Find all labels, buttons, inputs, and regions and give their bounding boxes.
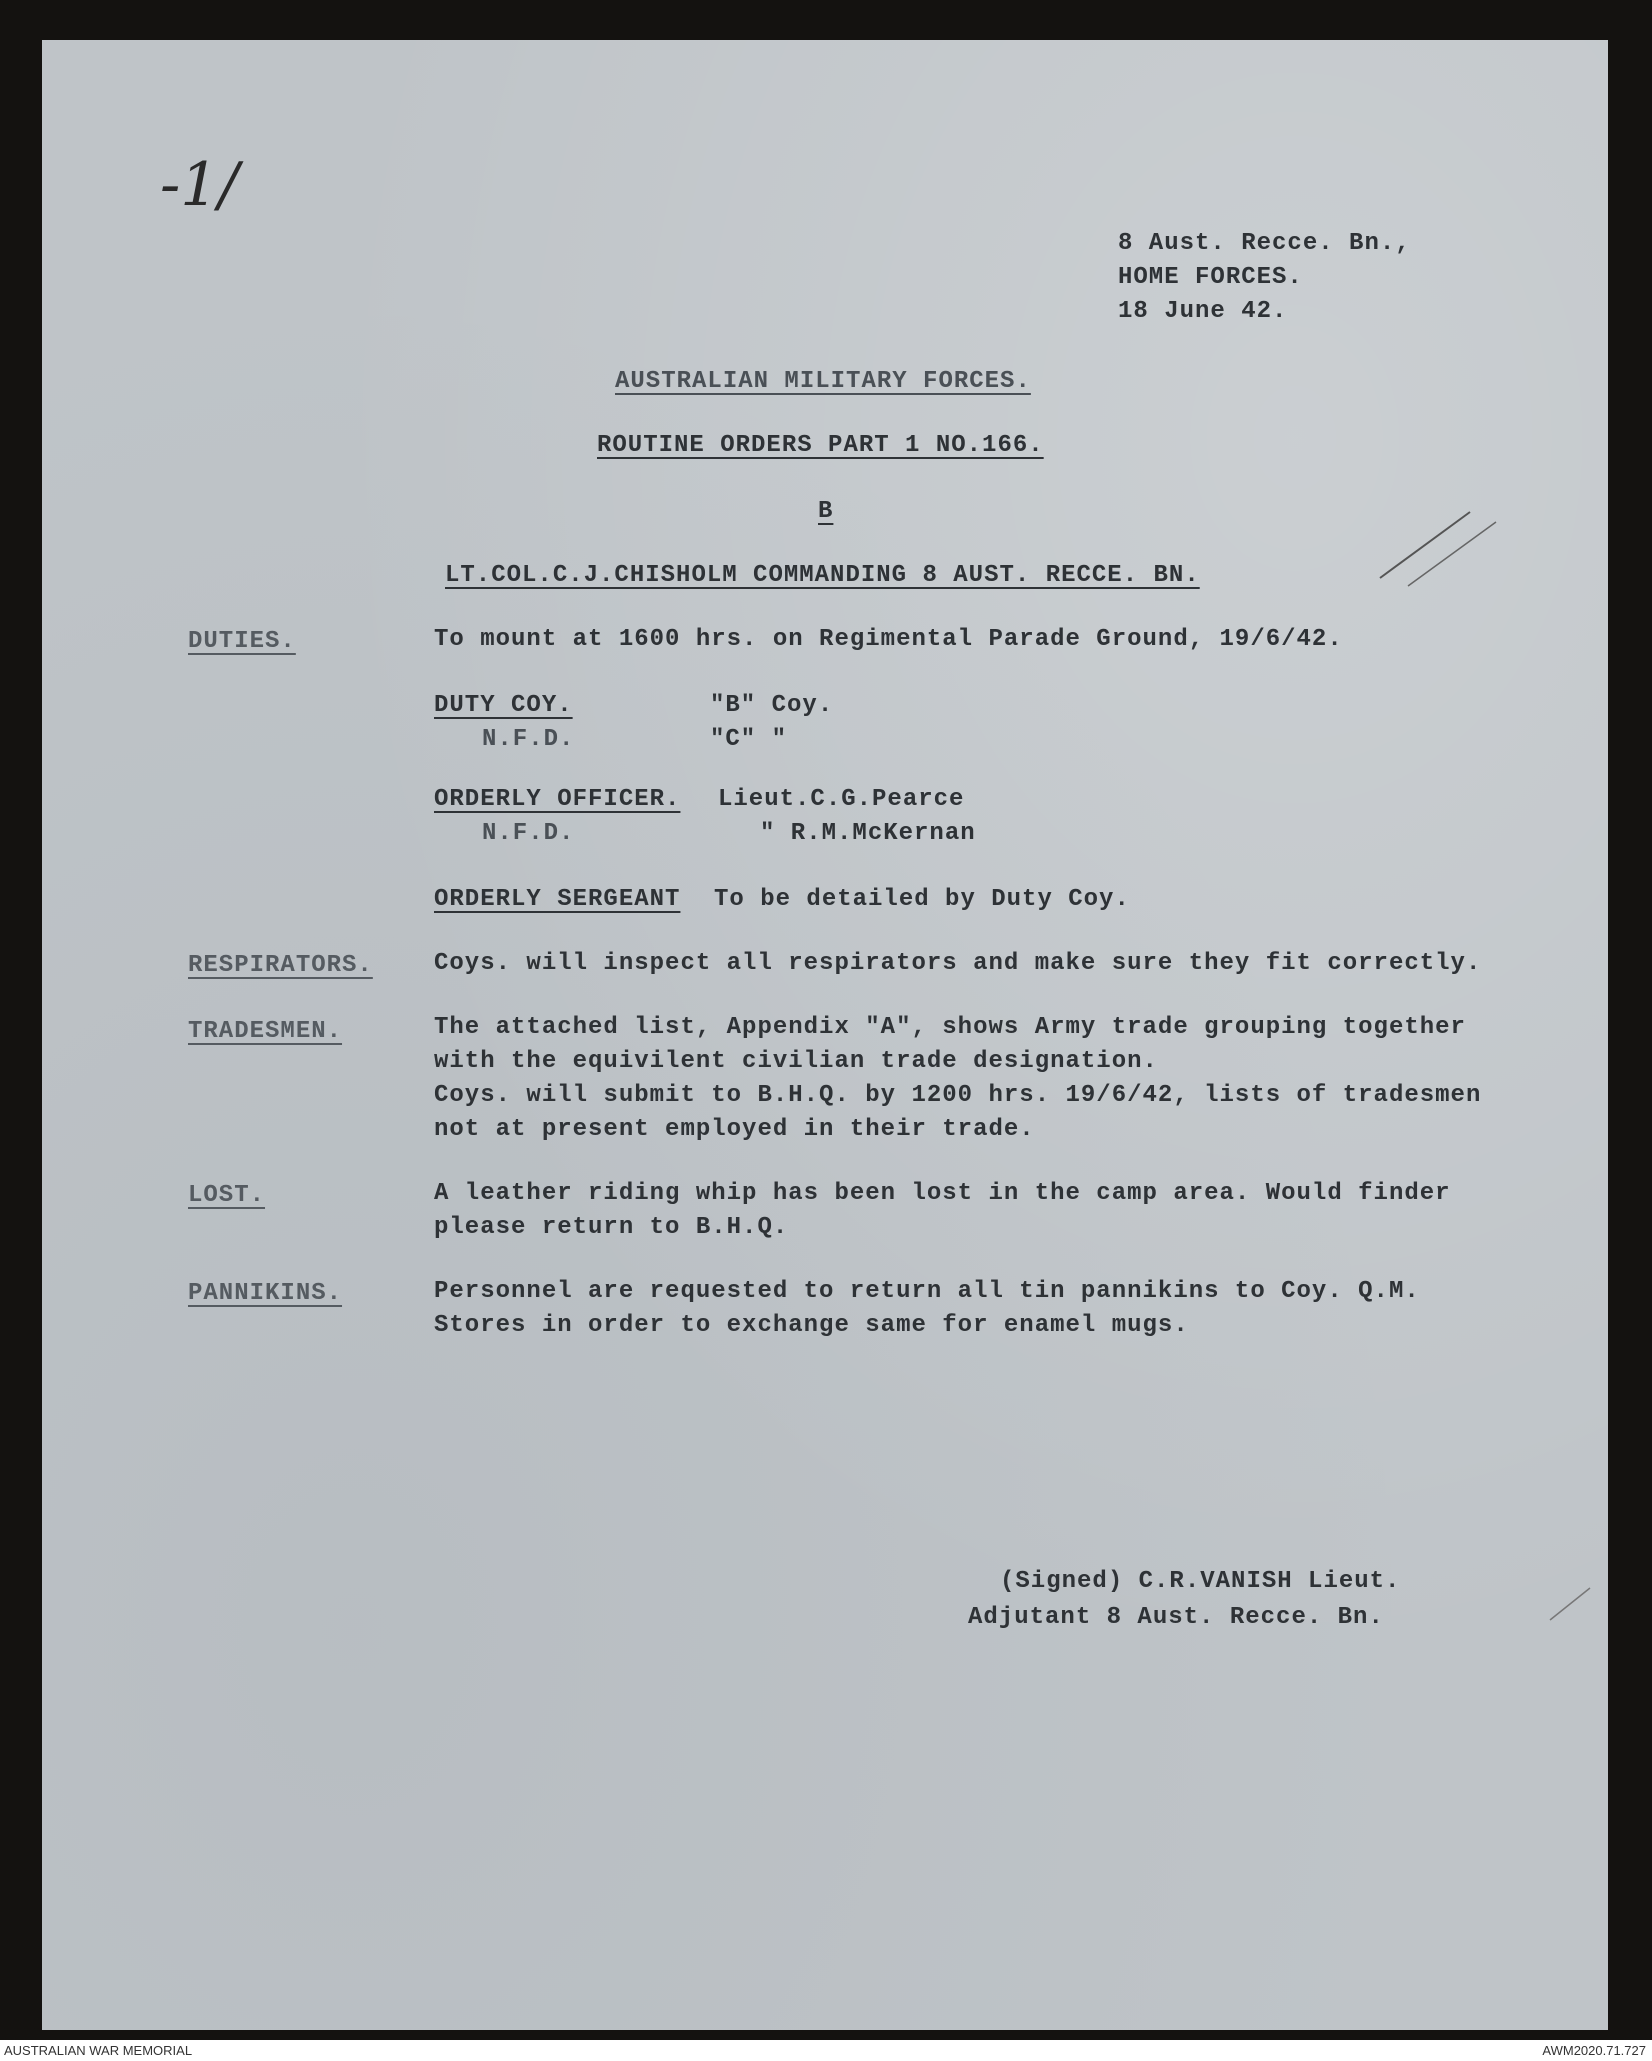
nfd-label-1: N.F.D. [482, 726, 575, 753]
pannikins-line: Stores in order to exchange same for enamel mugs. [434, 1312, 1189, 1339]
document-title: AUSTRALIAN MILITARY FORCES. [615, 368, 1031, 395]
nfd-label-2: N.F.D. [482, 820, 575, 847]
header-forces: HOME FORCES. [1118, 264, 1303, 291]
duty-coy-label: DUTY COY. [434, 692, 573, 719]
lost-label: LOST. [188, 1182, 266, 1209]
orderly-sergeant-label: ORDERLY SERGEANT [434, 886, 681, 913]
tradesmen-line: The attached list, Appendix "A", shows Army trade grouping together [434, 1014, 1466, 1041]
duties-text: To mount at 1600 hrs. on Regimental Parade Ground, 19/6/42. [434, 626, 1343, 653]
adjutant-line: Adjutant 8 Aust. Recce. Bn. [968, 1604, 1384, 1631]
orderly-officer-value: Lieut.C.G.Pearce [718, 786, 965, 813]
pencil-annotation: -1/ [160, 150, 239, 220]
duty-coy-value: "B" Coy. [710, 692, 834, 719]
duties-label: DUTIES. [188, 628, 296, 655]
section-letter: B [818, 498, 834, 525]
footer-accession: AWM2020.71.727 [1542, 2043, 1646, 2058]
header-date: 18 June 42. [1118, 298, 1288, 325]
pencil-stroke [1550, 1588, 1590, 1620]
pencil-stroke [1380, 512, 1470, 578]
document-subtitle: ROUTINE ORDERS PART 1 NO.166. [597, 432, 1044, 459]
footer-source: AUSTRALIAN WAR MEMORIAL [4, 2043, 193, 2058]
tradesmen-line: Coys. will submit to B.H.Q. by 1200 hrs. 19/6/42, lists of tradesmen [434, 1082, 1482, 1109]
lost-line: A leather riding whip has been lost in the camp area. Would finder [434, 1180, 1451, 1207]
signature-line: (Signed) C.R.VANISH Lieut. [1000, 1568, 1401, 1595]
tradesmen-line: not at present employed in their trade. [434, 1116, 1035, 1143]
respirators-label: RESPIRATORS. [188, 952, 373, 979]
pencil-stroke [1408, 522, 1496, 586]
pannikins-line: Personnel are requested to return all tin pannikins to Coy. Q.M. [434, 1278, 1420, 1305]
tradesmen-line: with the equivilent civilian trade designation. [434, 1048, 1158, 1075]
pannikins-label: PANNIKINS. [188, 1280, 343, 1307]
commanding-officer-line: LT.COL.C.J.CHISHOLM COMMANDING 8 AUST. RECCE. BN. [445, 562, 1200, 589]
tradesmen-label: TRADESMEN. [188, 1018, 343, 1045]
respirators-text: Coys. will inspect all respirators and make sure they fit correctly. [434, 950, 1482, 977]
orderly-officer-label: ORDERLY OFFICER. [434, 786, 681, 813]
header-unit: 8 Aust. Recce. Bn., [1118, 230, 1411, 257]
lost-line: please return to B.H.Q. [434, 1214, 789, 1241]
nfd-value-1: "C" " [710, 726, 788, 753]
nfd-value-2: " R.M.McKernan [760, 820, 976, 847]
orderly-sergeant-value: To be detailed by Duty Coy. [714, 886, 1130, 913]
